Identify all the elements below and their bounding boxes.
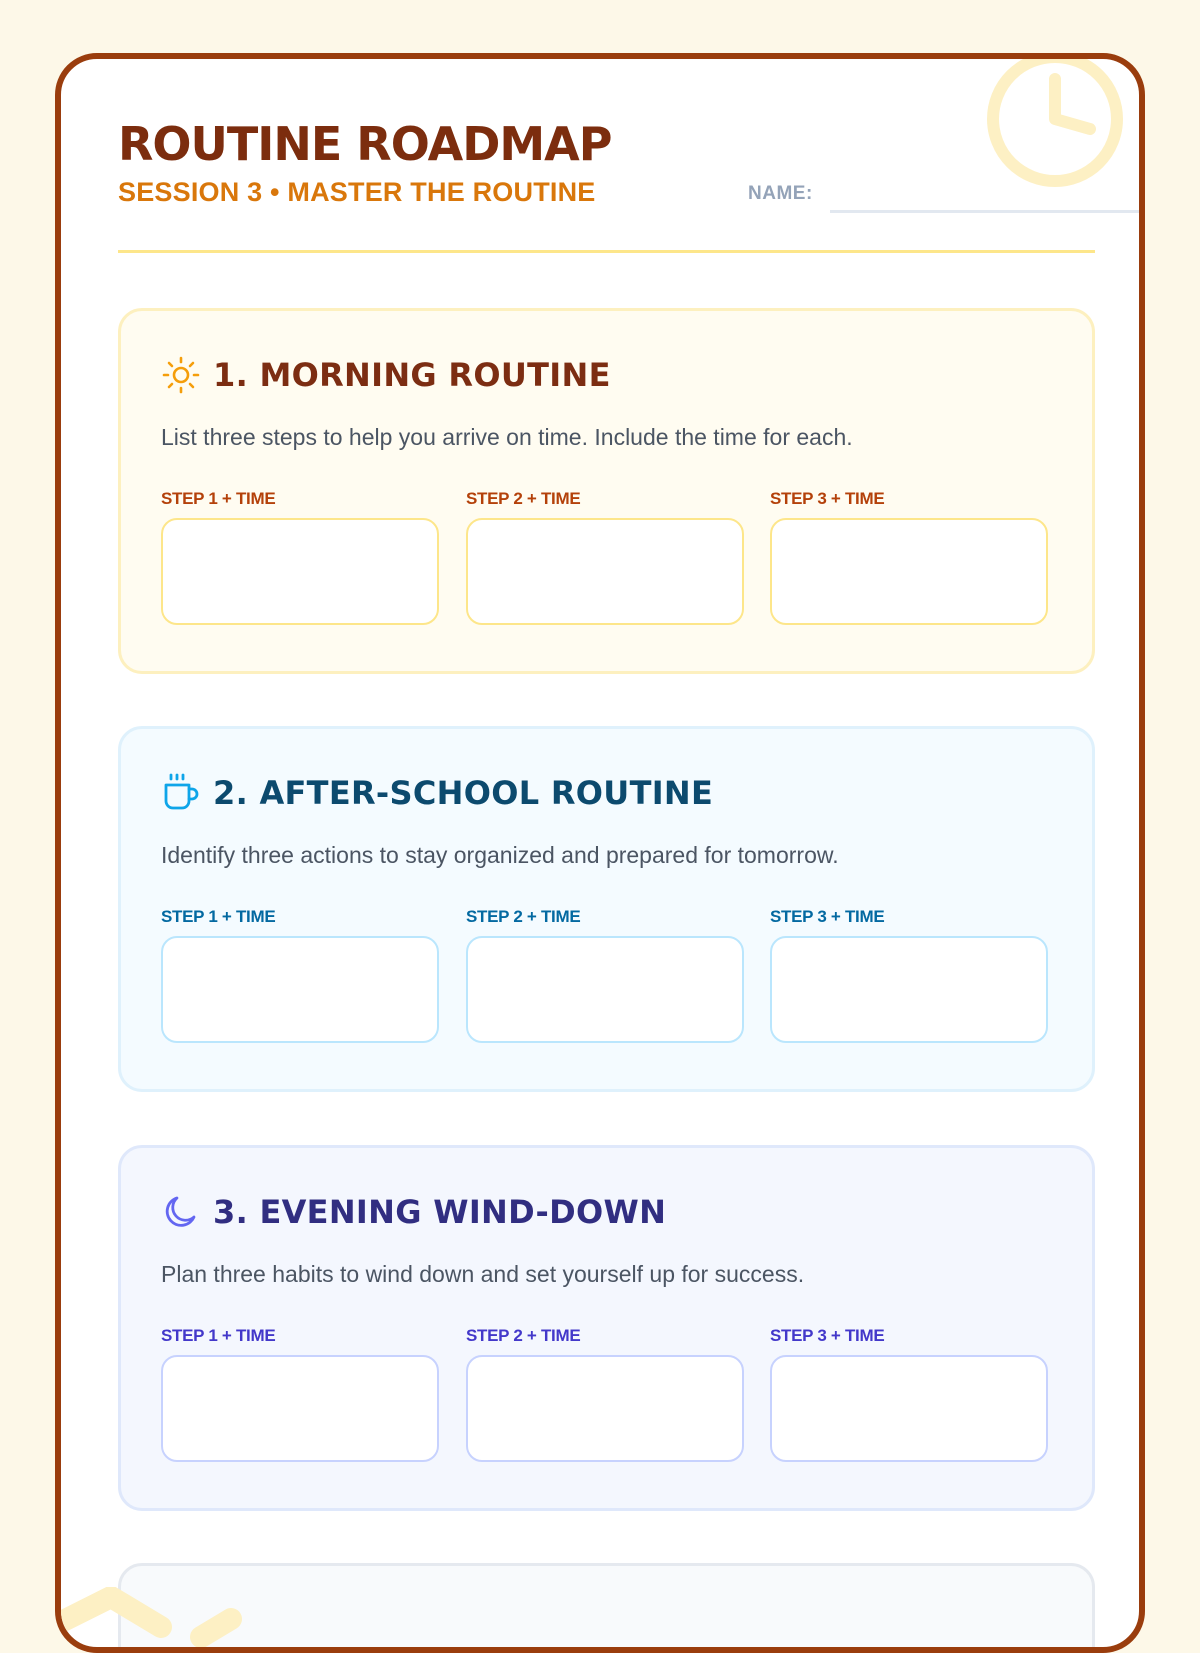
step-1-label: STEP 1 + TIME — [161, 907, 276, 926]
step-2-input[interactable] — [466, 1355, 744, 1462]
decorative-shape-icon — [55, 1587, 271, 1647]
step-2-label: STEP 2 + TIME — [466, 489, 581, 508]
step-1-input[interactable] — [161, 518, 439, 625]
name-field[interactable] — [830, 210, 1145, 213]
step-3-label: STEP 3 + TIME — [770, 489, 885, 508]
step-3-input[interactable] — [770, 1355, 1048, 1462]
step-3-input[interactable] — [770, 518, 1048, 625]
section-morning-routine — [118, 308, 1095, 674]
step-3-label: STEP 3 + TIME — [770, 907, 885, 926]
sun-icon — [161, 355, 201, 395]
step-1-input[interactable] — [161, 1355, 439, 1462]
section-after-school-routine — [118, 726, 1095, 1092]
section-evening-wind-down — [118, 1145, 1095, 1511]
step-1-label: STEP 1 + TIME — [161, 1326, 276, 1345]
step-2-input[interactable] — [466, 936, 744, 1043]
coffee-cup-icon — [161, 773, 201, 813]
name-label: NAME: — [748, 183, 813, 204]
step-2-input[interactable] — [466, 518, 744, 625]
header-divider — [118, 250, 1095, 253]
section-title: 1. MORNING ROUTINE — [213, 356, 611, 394]
step-1-input[interactable] — [161, 936, 439, 1043]
step-3-input[interactable] — [770, 936, 1048, 1043]
step-3-label: STEP 3 + TIME — [770, 1326, 885, 1345]
worksheet-card — [55, 53, 1145, 1653]
step-1-label: STEP 1 + TIME — [161, 489, 276, 508]
step-2-label: STEP 2 + TIME — [466, 1326, 581, 1345]
moon-icon — [161, 1192, 201, 1232]
section-title: 3. EVENING WIND-DOWN — [213, 1193, 667, 1231]
session-subtitle: SESSION 3 • MASTER THE ROUTINE — [118, 177, 596, 207]
section-title: 2. AFTER-SCHOOL ROUTINE — [213, 774, 714, 812]
page-title: ROUTINE ROADMAP — [118, 117, 612, 171]
clock-icon — [985, 53, 1145, 199]
step-2-label: STEP 2 + TIME — [466, 907, 581, 926]
section-description: Plan three habits to wind down and set yourself up for success. — [161, 1261, 805, 1287]
section-description: Identify three actions to stay organized and prepared for tomorrow. — [161, 842, 839, 868]
section-description: List three steps to help you arrive on time. Include the time for each. — [161, 424, 853, 450]
